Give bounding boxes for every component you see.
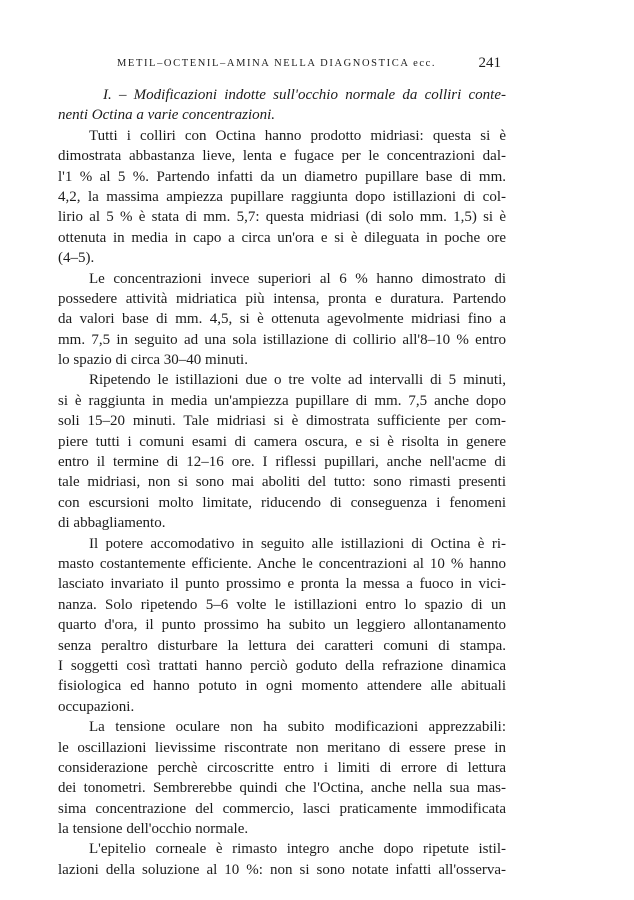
text-line: tale midriasi, non si sono mai aboliti del tutto: sono rimasti presenti [58, 474, 506, 491]
text-line: I soggetti così trattati hanno perciò goduto della refrazione dinamica [58, 657, 506, 674]
text-line: soli 15–20 minuti. Tale midriasi si è dimostrata sufficiente per com- [58, 413, 506, 430]
text-line: l'1 % al 5 %. Partendo infatti da un diametro pupillare base di mm. [58, 168, 506, 185]
text-line: entro il termine di 12–16 ore. I riflessi pupillari, anche nell'acme di [58, 454, 506, 471]
paragraph [58, 534, 506, 718]
text-line: occupazioni. [58, 698, 135, 715]
text-line: senza peraltro disturbare la lettura dei caratteri comuni di stampa. [58, 637, 506, 654]
text-line: fisiologica ed hanno potuto in ogni momento attendere alle abituali [58, 678, 506, 695]
text-line: Il potere accomodativo in seguito alle istillazioni di Octina è ri- [89, 535, 506, 552]
text-line: La tensione oculare non ha subito modificazioni apprezzabili: [89, 719, 506, 736]
page-number: 241 [478, 55, 501, 71]
paragraph [58, 839, 506, 880]
paragraph [58, 717, 506, 839]
page-header [58, 55, 506, 85]
text-line: Ripetendo le istillazioni due o tre volte ad intervalli di 5 minuti, [89, 372, 506, 389]
text-line: lirio al 5 % è stata di mm. 5,7: questa midriasi (di solo mm. 1,5) si è [58, 209, 506, 226]
text-line: di abbagliamento. [58, 515, 166, 532]
text-line: le oscillazioni lievissime riscontrate non meritano di essere prese in [58, 739, 506, 756]
text-line: la tensione dell'occhio normale. [58, 821, 249, 838]
text-line: L'epitelio corneale è rimasto integro anche dopo ripetute istil- [89, 841, 506, 858]
text-line: dimostrata abbastanza lieve, lenta e fugace per le concentrazioni dal- [58, 148, 506, 165]
body-text [58, 85, 506, 880]
heading-line: nenti Octina a varie concentrazioni. [58, 107, 276, 124]
text-line: lasciato invariato il punto prossimo e pronta la messa a fuoco in vici- [58, 576, 506, 593]
text-line: lo spazio di circa 30–40 minuti. [58, 352, 248, 369]
text-line: (4–5). [58, 250, 95, 267]
section-heading [58, 85, 506, 126]
text-line: da valori base di mm. 4,5, si è ottenuta agevolmente midriasi fino a [58, 311, 506, 328]
paragraph [58, 370, 506, 533]
document-page [58, 55, 506, 880]
text-line: lazioni della soluzione al 10 %: non si sono notate infatti all'osserva- [58, 861, 506, 878]
text-line: mm. 7,5 in seguito ad una sola istillazione di collirio all'8–10 % entro [58, 331, 506, 348]
text-line: sima concentrazione del commercio, lasci praticamente immodificata [58, 800, 506, 817]
heading-line: I. – Modificazioni indotte sull'occhio normale da colliri conte- [103, 87, 506, 103]
paragraph [58, 269, 506, 371]
text-line: nanza. Solo ripetendo 5–6 volte le istillazioni entro lo spazio di un [58, 596, 506, 613]
paragraph [58, 126, 506, 269]
text-line: Le concentrazioni invece superiori al 6 % hanno dimostrato di [89, 270, 506, 287]
text-line: Tutti i colliri con Octina hanno prodotto midriasi: questa si è [89, 127, 506, 144]
text-line: con escursioni molto limitate, riducendo di conseguenza i fenomeni [58, 494, 506, 511]
text-line: masto costantemente efficiente. Anche le concentrazioni al 10 % hanno [58, 555, 506, 572]
text-line: piere tutti i comuni esami di camera oscura, e si è risolta in genere [58, 433, 506, 450]
text-line: possedere attività midriatica più intensa, pronta e duratura. Partendo [58, 290, 506, 307]
text-line: 4,2, la massima ampiezza pupillare raggiunta dopo istillazioni di col- [58, 188, 506, 205]
text-line: si è raggiunta in media un'ampiezza pupillare di mm. 7,5 anche dopo [58, 392, 506, 409]
text-line: ottenuta in media in capo a circa un'ora e si è dileguata in poche ore [58, 229, 506, 246]
text-line: considerazione perchè circoscritte entro i limiti di errore di lettura [58, 759, 506, 776]
text-line: dei tonometri. Sembrerebbe quindi che l'Octina, anche nella sua mas- [58, 780, 506, 797]
text-line: quarto d'ora, il punto prossimo ha subito un leggiero allontanamento [58, 617, 506, 634]
running-head: METIL–OCTENIL–AMINA NELLA DIAGNOSTICA ecc. [117, 58, 437, 69]
